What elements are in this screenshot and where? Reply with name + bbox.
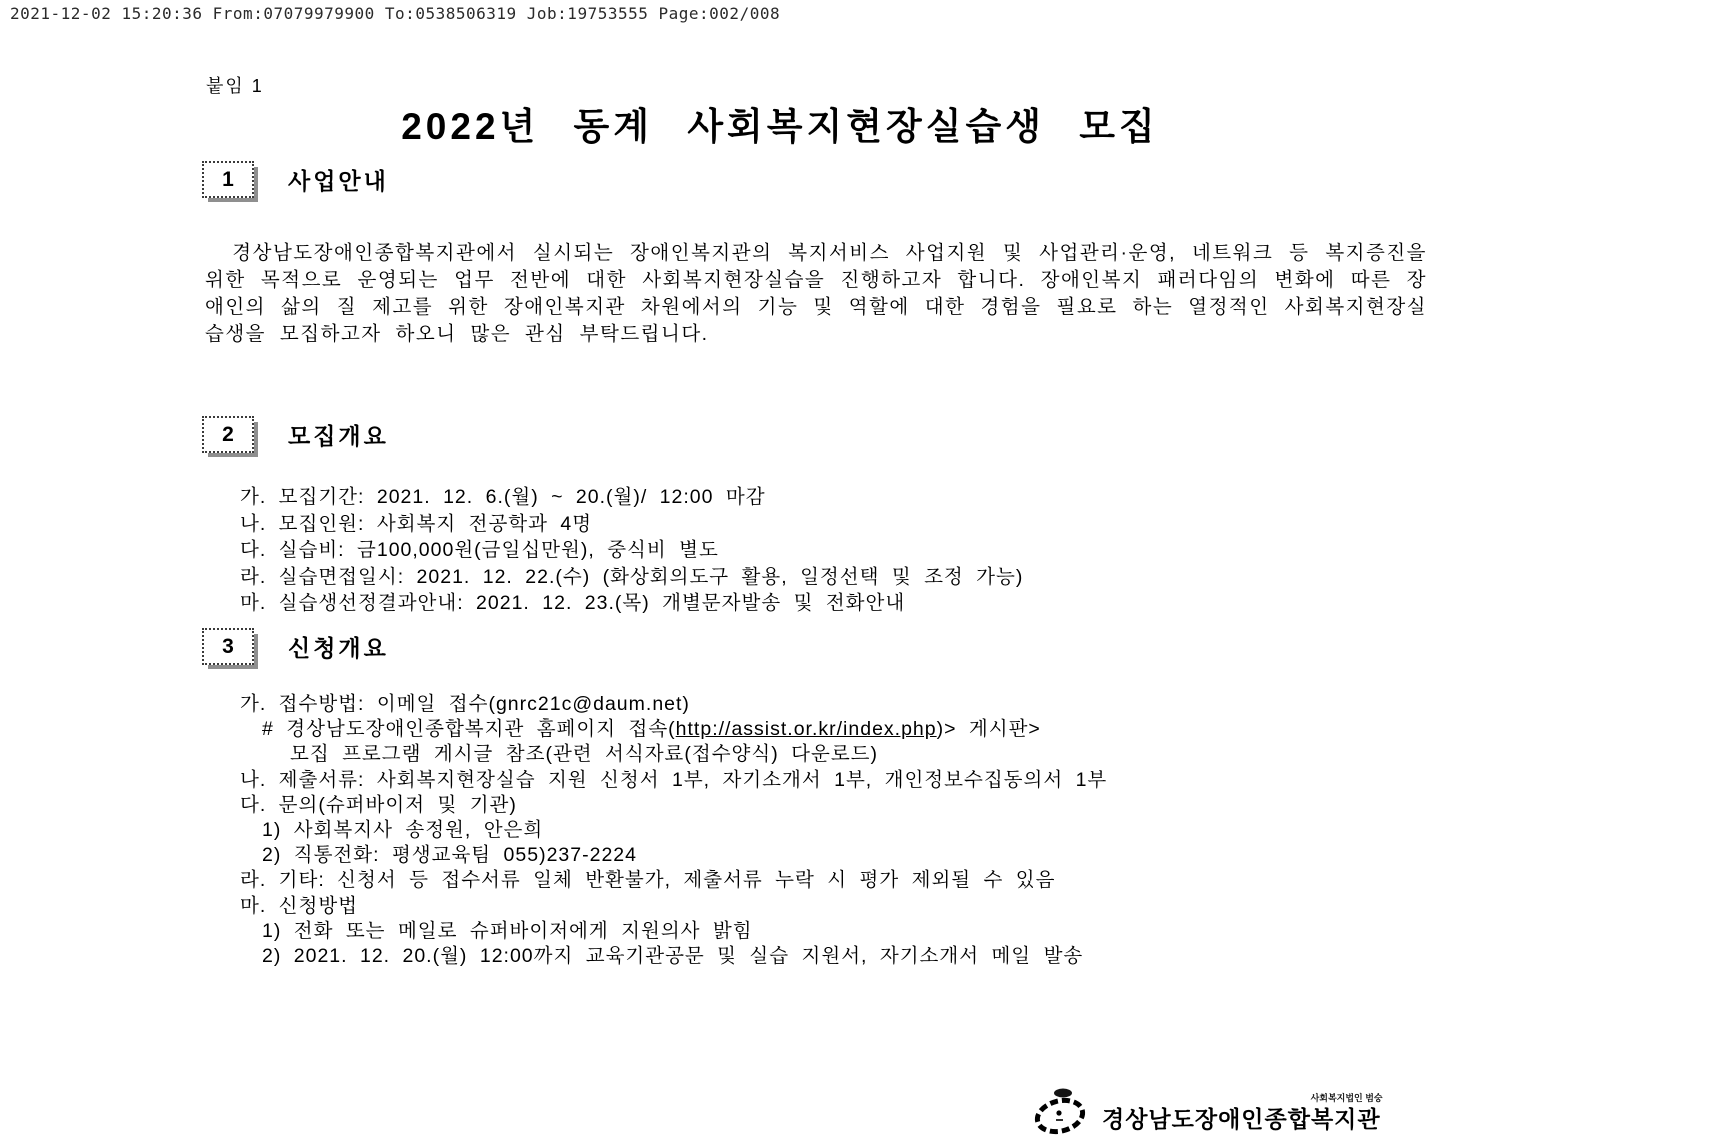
section-3-heading: 신청개요 (288, 635, 389, 661)
list-item-apply-step1: 1) 전화 또는 메일로 슈퍼바이저에게 지원의사 밝힘 (262, 919, 753, 942)
fax-metadata-header: 2021-12-02 15:20:36 From:07079979900 To:0538506319 Job:19753555 Page:002/008 (10, 4, 781, 23)
list-item-phone: 2) 직통전화: 평생교육팀 055)237-2224 (262, 844, 637, 867)
section-1-heading: 사업안내 (288, 168, 389, 194)
list-item-supervisors: 1) 사회복지사 송정원, 안은희 (262, 819, 544, 842)
footer-org-block (1032, 1086, 1381, 1136)
application-overview-list (240, 692, 1107, 969)
attachment-label: 붙임 1 (206, 76, 264, 96)
list-item-training-fee: 다. 실습비: 금100,000원(금일십만원), 중식비 별도 (240, 539, 719, 561)
list-item-recruit-period: 가. 모집기간: 2021. 12. 6.(월) ~ 20.(월)/ 12:00 마감 (240, 486, 766, 508)
section-2-heading: 모집개요 (288, 423, 389, 449)
org-foundation-label: 사회복지법인 범숭 (1310, 1093, 1383, 1103)
list-item-recruit-count: 나. 모집인원: 사회복지 전공학과 4명 (240, 512, 593, 535)
section-3-number: 3 (222, 634, 234, 658)
section-1-number: 1 (222, 167, 234, 191)
org-name-lockup (1102, 1093, 1383, 1136)
list-item-apply-method: 가. 접수방법: 이메일 접수(gnrc21c@daum.net) (240, 693, 690, 715)
list-item-contact: 다. 문의(슈퍼바이저 및 기관) (240, 793, 517, 816)
homepage-link[interactable]: http://assist.or.kr/index.php (675, 718, 937, 741)
recruitment-overview-list (240, 484, 1023, 617)
section-2-number: 2 (222, 422, 234, 446)
section-2-number-box (202, 416, 254, 453)
list-item-documents: 나. 제출서류: 사회복지현장실습 지원 신청서 1부, 자기소개서 1부, 개인정보수집동의서 1부 (240, 768, 1108, 791)
list-item-interview-date: 라. 실습면접일시: 2021. 12. 22.(수) (화상회의도구 활용, 일정선택 및 조정 가능) (240, 565, 1024, 588)
list-item-etc: 라. 기타: 신청서 등 접수서류 일체 반환불가, 제출서류 누락 시 평가 제외될 수 있음 (240, 869, 1056, 892)
org-name: 경상남도장애인종합복지관 (1102, 1106, 1381, 1132)
org-emblem-icon (1032, 1086, 1094, 1136)
section-1-paragraph: 경상남도장애인종합복지관에서 실시되는 장애인복지관의 복지서비스 사업지원 및 사업관리·운영, 네트워크 등 복지증진을 위한 목적으로 운영되는 업무 전반에 대한 사회복지현장실습을 진행하고자 합니다. 장애인복지 패러다임의 변화에 따른 장애인의 삶의 질 제고를 위한 장애인복지관 차원에서의 기능 및 역할에 대한 경험을 필요로 하는 열정적인 사회복지현장실습생을 모집하고자 하오니 많은 관심 부탁드립니다. (205, 242, 1427, 345)
section-1-number-box (202, 161, 254, 198)
section-2-header (202, 416, 389, 453)
section-3-header (202, 628, 389, 665)
list-item-homepage (240, 717, 1107, 742)
homepage-line-suffix: )> 게시판> (936, 718, 1041, 741)
document-title: 2022년 동계 사회복지현장실습생 모집 (401, 106, 1159, 147)
list-item-program-post: 모집 프로그램 게시글 참조(관련 서식자료(접수양식) 다운로드) (290, 743, 878, 766)
list-item-apply-step2: 2) 2021. 12. 20.(월) 12:00까지 교육기관공문 및 실습 지원서, 자기소개서 메일 발송 (262, 945, 1084, 968)
list-item-apply-way: 마. 신청방법 (240, 894, 359, 917)
section-1-header (202, 161, 389, 198)
section-3-number-box (202, 628, 254, 665)
list-item-result-notice: 마. 실습생선정결과안내: 2021. 12. 23.(목) 개별문자발송 및 전화안내 (240, 592, 906, 614)
homepage-line-prefix: # 경상남도장애인종합복지관 홈페이지 접속( (262, 718, 676, 741)
